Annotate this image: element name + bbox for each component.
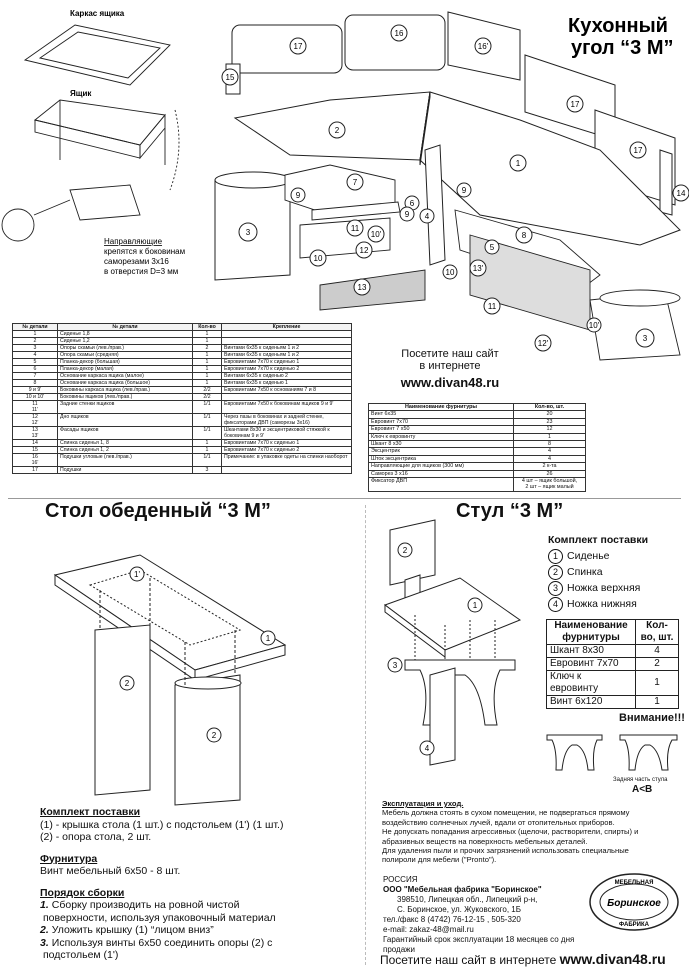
hw-cell: 26 [514,470,586,477]
parts-cell: Евровинтами 7х70 к сиденью 2 [222,366,352,373]
footer-url[interactable]: www.divan48.ru [559,951,666,967]
parts-cell: 2 [13,338,58,345]
parts-col-name: № детали [58,324,193,331]
site-line2: в интернете [419,360,481,372]
parts-cell: 1/1 [193,401,222,414]
svg-text:7: 7 [352,178,358,187]
svg-text:9: 9 [461,186,467,195]
guide-note-1: Направляющие [104,237,163,246]
parts-cell: Дно ящиков [58,414,193,427]
callout [400,207,414,221]
parts-cell: Планка-декор (большая) [58,359,193,366]
table-callout-1p [130,567,144,581]
order-step-text: Уложить крышку (1) “лицом вниз” [51,924,214,936]
parts-row [13,373,352,380]
chair-callout-4 [420,741,434,755]
parts-cell: 2/2 [193,387,222,394]
svg-text:10: 10 [313,254,323,263]
callout [587,318,601,332]
parts-cell: 1 [193,447,222,454]
care-line: воздействию солнечных лучей, вдали от отопительных приборов. [382,817,615,827]
parts-cell: 14 [13,440,58,447]
leg-note: Задняя часть стула [613,777,668,783]
callout [567,96,583,112]
parts-row [13,440,352,447]
callout [484,298,500,314]
order-step-text: поверхности, используя упаковочный материал [43,911,276,924]
hw-cell: 4 [514,448,586,455]
chair-kit [548,532,683,612]
svg-text:17: 17 [293,42,303,51]
parts-cell: Винтами 6х35 к сиденьям 1 и 2 [222,345,352,352]
order-step-text: Сборку производить на ровной чистой [51,899,240,911]
table-hw-item: Винт мебельный 6х50 - 8 шт. [40,865,181,877]
parts-cell: 1 [193,373,222,380]
chair-hw-cell: Евровинт 7х70 [547,658,636,671]
chair-hw-row [547,645,679,658]
svg-text:5: 5 [489,243,495,252]
logo-bot: ФАБРИКА [619,922,649,928]
callout [470,260,486,276]
parts-cell: Сиденье 1,2 [58,338,193,345]
chair-title: Стул “3 М” [456,500,564,522]
guide-note-3: саморезами 3х16 [104,257,169,266]
parts-row [13,387,352,394]
parts-cell: Основание каркаса ящика (малое) [58,373,193,380]
callout [391,25,407,41]
parts-cell: Винтами 6х35 к сиденьям 1 и 2 [222,352,352,359]
parts-cell: Евровинтами 7х70 к сиденью 2 [222,447,352,454]
callout [535,335,551,351]
callout [222,69,238,85]
callout [443,265,457,279]
order-step-text: Используя винты 6х50 соединить опоры (2) с [51,936,273,949]
parts-cell: Евровинтами 7х70 к сиденью 1 [222,440,352,447]
parts-row [13,338,352,345]
parts-cell: 2 [193,345,222,352]
parts-cell: 1 [193,366,222,373]
callout [636,329,654,347]
parts-cell: 1/1 [193,414,222,427]
callout [310,250,326,266]
order-step [40,937,340,950]
chair-kit-item [548,564,683,580]
order-step [40,924,340,937]
parts-cell: 12 12' [13,414,58,427]
parts-cell: 16 16' [13,454,58,467]
callout [291,188,305,202]
hw-cell: Ключ к евровинту [369,433,514,440]
company-email[interactable]: e-mail: zakaz-48@mail.ru [383,925,474,934]
hw-cell: Фиксатор ДВП [369,478,514,492]
svg-text:2: 2 [124,679,130,688]
callout [510,155,526,171]
care-title: Эксплуатация и уход. [382,799,464,808]
hw-row [369,463,586,470]
hw-row [369,448,586,455]
svg-text:4: 4 [424,744,430,753]
care-line: Мебель должна стоять в сухом помещении, не подвергаться прямому [382,808,630,818]
parts-cell: 15 [13,447,58,454]
company-address1: 398510, Липецкая обл., Липецкий р-н, [397,895,538,904]
chair-hw-row [547,671,679,696]
parts-row [13,401,352,414]
chair-callout-3 [388,658,402,672]
hw-cell: 23 [514,418,586,425]
svg-text:2: 2 [211,731,217,740]
parts-cell: Задние стенки ящиков [58,401,193,414]
order-step-num: 1. [40,899,49,911]
callout [329,122,345,138]
parts-cell: Фасады ящиков [58,427,193,440]
svg-text:4: 4 [424,212,430,221]
svg-text:10: 10 [445,268,455,277]
order-step-text: подстольем (1') [43,949,119,961]
parts-cell: Спинка сиденья 1, 2 [58,447,193,454]
footer-visit: Посетите наш сайт в интернете [380,953,557,967]
chair-kit-item [548,548,683,564]
parts-row [13,359,352,366]
table-hw-title: Фурнитура [40,852,98,865]
parts-cell: Через пазы в боковинах и задней стенке, фиксаторами ДВП (саморезы 3х16) [222,414,352,427]
svg-text:3: 3 [392,661,398,670]
svg-text:1: 1 [265,634,271,643]
svg-text:8: 8 [521,231,527,240]
callout [485,240,499,254]
table-instructions [40,806,340,962]
parts-cell [222,467,352,474]
parts-cell: 1 [193,440,222,447]
hw-cell: 4 [514,455,586,462]
hw-cell: 12 [514,426,586,433]
parts-cell: 1 [193,359,222,366]
parts-cell: Евровинтами 7х50 к основаниям 7 и 8 [222,387,352,394]
callout [347,220,363,236]
company-country: РОССИЯ [383,875,418,884]
parts-cell: 8 [13,380,58,387]
callout [475,38,491,54]
parts-col-qty: Кол-во [193,324,222,331]
order-step-num: 2. [40,924,49,936]
chair-hw-cell: 2 [636,658,679,671]
table-title: Стол обеденный “3 М” [45,500,271,522]
footer [380,951,666,967]
parts-row [13,380,352,387]
attention: Внимание!!! [619,712,685,724]
parts-cell: Сиденье 1,8 [58,331,193,338]
parts-cell: 10 и 10' [13,394,58,401]
callout [516,227,532,243]
parts-cell: 1 [193,338,222,345]
hw-row [369,418,586,425]
kitchen-title-2: угол “3 М” [571,37,674,59]
parts-cell: 1 [193,380,222,387]
parts-cell: Шкантами 8х30 и эксцентриковой стяжкой к боковинам 9 и 9' [222,427,352,440]
parts-table [12,323,352,474]
parts-row [13,331,352,338]
frame-label: Каркас ящика [70,9,125,18]
parts-table-wrap [12,323,352,474]
leg-comparison-drawing [542,725,682,775]
callout [673,185,689,201]
parts-cell: Основание каркаса ящика (большое) [58,380,193,387]
chair-kit-text: Ножка верхняя [567,582,641,594]
parts-cell: 1 [193,331,222,338]
chair-kit-text: Спинка [567,566,603,578]
parts-cell: 11 11' [13,401,58,414]
hw-row [369,470,586,477]
chair-hw-cell: Ключ к евровинту [547,671,636,696]
svg-text:9: 9 [404,210,410,219]
parts-cell: Евровинтами 7х70 к сиденью 1 [222,359,352,366]
parts-cell: Планка-декор (малая) [58,366,193,373]
hw-row [369,426,586,433]
svg-text:11: 11 [487,302,497,311]
table-callout-2a [120,676,134,690]
hw-col-name: Наименование фурнитуры [369,404,514,411]
chair-table-wrap [546,619,679,709]
care-block [382,799,684,865]
svg-text:2: 2 [402,546,408,555]
svg-text:13': 13' [472,264,484,273]
hw-cell: Шкант 8 х30 [369,441,514,448]
hw-cell: 20 [514,411,586,418]
company-warranty: Гарантийный срок эксплуатации 18 месяцев со дня продажи [383,935,575,954]
svg-text:10': 10' [588,321,600,330]
parts-cell: Боковины каркаса ящика (лев./прав.) [58,387,193,394]
care-line: полироли для мебели ("Pronto"). [382,855,497,865]
logo-top: МЕБЕЛЬНАЯ [614,880,654,886]
hw-row [369,455,586,462]
hw-cell: 8 [514,441,586,448]
chair-kit-title: Комплект поставки [548,534,649,546]
parts-col-num: № детали [13,324,58,331]
chair-hw-table [546,619,679,709]
company-block [383,875,598,955]
hw-cell: Евровинт 7х70 [369,418,514,425]
parts-cell [222,331,352,338]
callout [457,183,471,197]
hardware-table [368,403,586,492]
parts-row [13,447,352,454]
parts-cell: Винтами 6х35 к сиденью 2 [222,373,352,380]
hw-cell: Саморез 3 х16 [369,470,514,477]
parts-row [13,467,352,474]
chair-kit-num: 4 [548,597,563,612]
parts-cell: 17 [13,467,58,474]
svg-text:12: 12 [359,246,369,255]
svg-text:16: 16 [394,29,404,38]
chair-kit-item [548,596,683,612]
chair-kit-item [548,580,683,596]
table-kit-item-2: (2) - опора стола, 2 шт. [40,831,152,843]
parts-cell: 4 [13,352,58,359]
parts-cell: 1/1 [193,427,222,440]
company-phone: тел./факс 8 (4742) 76-12-15 , 505-320 [383,915,521,924]
parts-cell: Опоры скамьи (лев./прав.) [58,345,193,352]
parts-cell: 3 [13,345,58,352]
table-kit-item-1: (1) - крышка стола (1 шт.) с подстольем (1') (1 шт.) [40,818,284,831]
parts-cell: 6 [13,366,58,373]
company-logo [588,872,680,932]
logo-mid: Боринское [607,898,661,909]
parts-cell: 1/1 [193,454,222,467]
callout [347,174,363,190]
hardware-table-wrap [368,403,586,492]
chair-kit-text: Ножка нижняя [567,598,637,610]
parts-cell: 7 [13,373,58,380]
callout [290,38,306,54]
svg-text:1: 1 [515,159,521,168]
chair-hw-cell: 1 [636,696,679,709]
site-line1: Посетите наш сайт [401,348,499,360]
hw-cell: Евровинт 7 х50 [369,426,514,433]
parts-cell [222,338,352,345]
svg-text:11: 11 [350,224,360,233]
callout [630,142,646,158]
svg-text:16': 16' [477,42,489,51]
svg-text:10': 10' [370,230,382,239]
svg-text:13: 13 [357,283,367,292]
parts-cell: Винтами 6х35 к сиденью 1 [222,380,352,387]
section-divider [365,505,367,965]
parts-cell: Подушки [58,467,193,474]
care-line: Не допускать попадания агрессивных (щелочи, растворители, спирты) и [382,827,639,837]
svg-text:17: 17 [570,100,580,109]
leg-ineq: A<B [632,784,653,795]
parts-cell: Спинка сиденья 1, 8 [58,440,193,447]
svg-text:3: 3 [245,228,251,237]
hw-row [369,433,586,440]
parts-row [13,414,352,427]
parts-cell: Примечание: в упаковке одеты на спинки наоборот [222,454,352,467]
svg-text:17: 17 [633,146,643,155]
parts-row [13,394,352,401]
hw-cell: Эксцентрик [369,448,514,455]
parts-row [13,345,352,352]
callout [239,223,257,241]
hw-row [369,411,586,418]
hw-cell: 2 к-та [514,463,586,470]
parts-cell: Опора скамьи (средняя) [58,352,193,359]
svg-text:1': 1' [134,570,140,579]
parts-cell: 1 [193,352,222,359]
hw-cell: Винт 6х35 [369,411,514,418]
order-step [40,949,340,962]
hw-cell: Шток эксцентрика [369,455,514,462]
guide-note-4: в отверстия D=3 мм [104,267,179,276]
hw-row [369,441,586,448]
callout [354,279,370,295]
svg-text:15: 15 [225,73,235,82]
order-step-num: 3. [40,936,49,949]
svg-text:2: 2 [334,126,340,135]
callout [356,242,372,258]
chair-kit-num: 1 [548,549,563,564]
hw-cell: 1 [514,433,586,440]
parts-cell: 13 13' [13,427,58,440]
chair-hw-col-name: Наименование фурнитуры [547,620,636,645]
svg-text:6: 6 [409,199,415,208]
parts-cell: 9 и 9' [13,387,58,394]
hw-cell: Направляющие для ящиков (300 мм) [369,463,514,470]
guide-note-2: крепятся к боковинам [104,247,186,256]
parts-col-fix: Крепление [222,324,352,331]
kitchen-title-1: Кухонный [568,15,668,37]
parts-cell: 3 [193,467,222,474]
hw-row [369,478,586,492]
chair-kit-num: 3 [548,581,563,596]
divider [8,498,681,499]
care-line: абразивных веществ на поверхность мебельных деталей. [382,836,588,846]
chair-hw-cell: Винт 6х120 [547,696,636,709]
svg-text:14: 14 [676,189,686,198]
chair-hw-row [547,658,679,671]
svg-text:12': 12' [537,339,549,348]
hw-cell: 4 шт – ящик большой, 2 шт – ящик малый [514,478,586,492]
parts-cell: Евровинтами 7х50 к боковинам ящиков 9 и 9' [222,401,352,414]
chair-hw-cell: 4 [636,645,679,658]
parts-row [13,352,352,359]
chair-hw-cell: 1 [636,671,679,696]
chair-callout-2 [398,543,412,557]
company-address2: С. Боринское, ул. Жуковского, 1Б [397,905,521,914]
parts-row [13,427,352,440]
chair-hw-cell: Шкант 8х30 [547,645,636,658]
table-callout-1 [261,631,275,645]
parts-cell [222,394,352,401]
svg-text:1: 1 [472,601,478,610]
parts-row [13,366,352,373]
hw-col-qty: Кол-во, шт. [514,404,586,411]
chair-kit-text: Сиденье [567,550,610,562]
order-step [40,912,340,925]
drawer-label: Ящик [70,89,92,98]
callout [368,226,384,242]
chair-hw-col-qty: Кол-во, шт. [636,620,679,645]
svg-text:9: 9 [295,191,301,200]
parts-row [13,454,352,467]
order-step [40,899,340,912]
parts-cell: 1 [13,331,58,338]
table-order-title: Порядок сборки [40,886,125,899]
parts-cell: 2/2 [193,394,222,401]
dining-table-drawing [0,530,345,805]
chair-kit-num: 2 [548,565,563,580]
parts-cell: Подушки угловые (лев./прав.) [58,454,193,467]
callout [420,209,434,223]
parts-cell: 5 [13,359,58,366]
chair-callout-1 [468,598,482,612]
svg-text:3: 3 [642,334,648,343]
company-name: ООО "Мебельная фабрика "Боринское" [383,885,542,894]
chair-drawing [375,510,545,765]
care-line: Для удаления пыли и прочих загрязнений использовать специальные [382,846,629,856]
chair-hw-row [547,696,679,709]
site-box [375,348,525,390]
site-url[interactable]: www.divan48.ru [400,375,500,390]
table-callout-2b [207,728,221,742]
table-kit-title: Комплект поставки [40,806,141,818]
parts-cell: Боковины ящиков (лев./прав.) [58,394,193,401]
